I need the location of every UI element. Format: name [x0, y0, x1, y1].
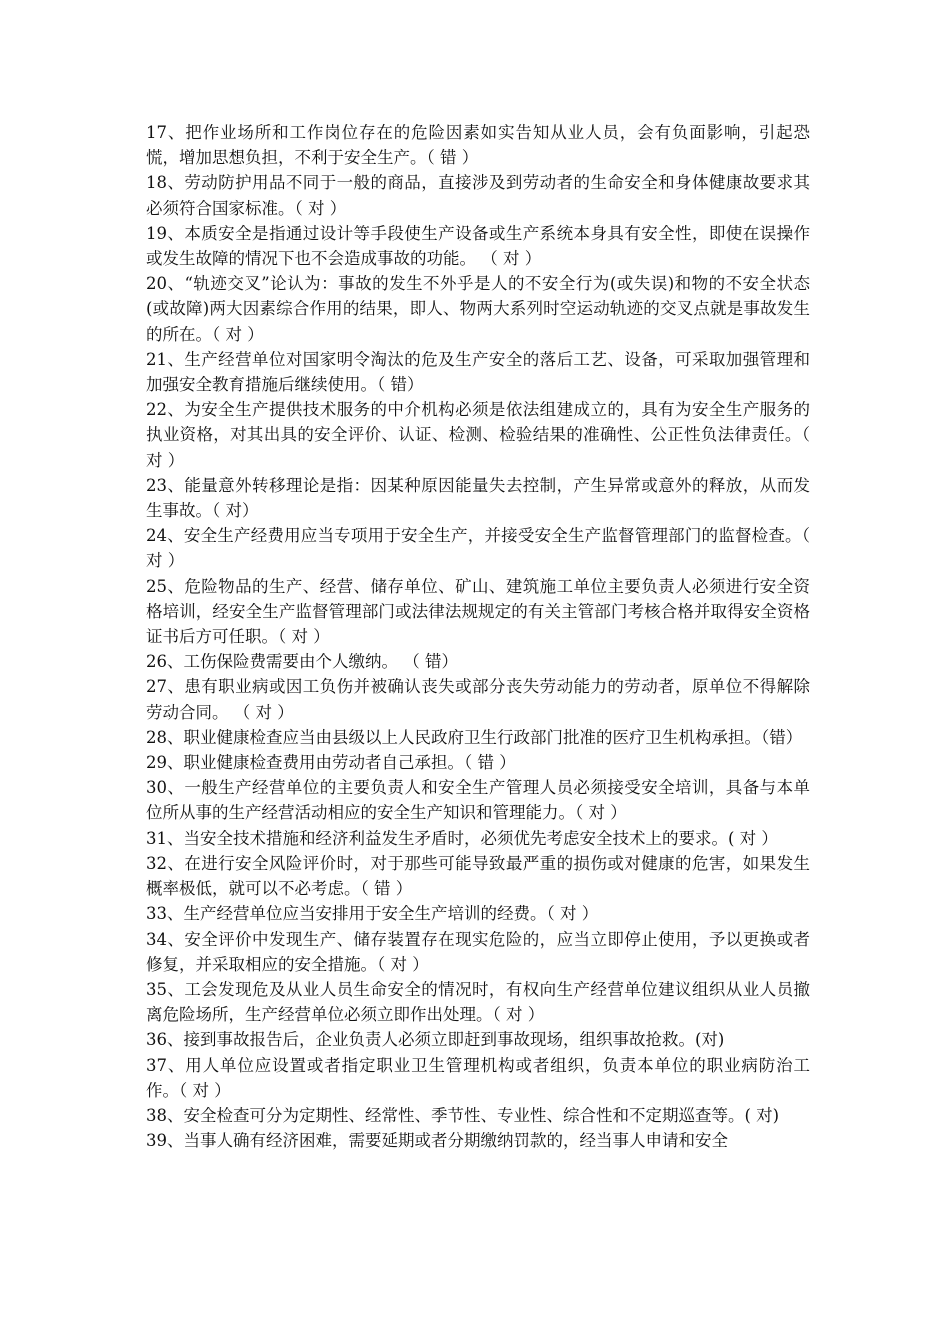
question-38: 38、安全检查可分为定期性、经常性、季节性、专业性、综合性和不定期巡查等。( 对) [146, 1105, 780, 1125]
question-22: 22、为安全生产提供技术服务的中介机构必须是依法组建成立的，具有为安全生产服务的执业资格，对其出具的安全评价、认证、检测、检验结果的准确性、公正性负法律责任。（ 对 ） [146, 400, 816, 470]
question-25: 25、危险物品的生产、经营、储存单位、矿山、建筑施工单位主要负责人必须进行安全资格培训，经安全生产监督管理部门或法律法规规定的有关主管部门考核合格并取得安全资格证书后方可任职。（ 对 ） [146, 576, 810, 647]
question-37: 37、用人单位应设置或者指定职业卫生管理机构或者组织，负责本单位的职业病防治工作。（ 对 ） [146, 1055, 810, 1100]
question-27: 27、患有职业病或因工负伤并被确认丧失或部分丧失劳动能力的劳动者，原单位不得解除劳动合同。 （ 对 ） [146, 677, 810, 722]
question-28: 28、职业健康检查应当由县级以上人民政府卫生行政部门批准的医疗卫生机构承担。（错） [146, 727, 803, 747]
document-page [146, 120, 816, 1153]
question-29: 29、职业健康检查费用由劳动者自己承担。（ 错 ） [146, 753, 516, 773]
question-24: 24、安全生产经费用应当专项用于安全生产，并接受安全生产监督管理部门的监督检查。（ 对 ） [146, 526, 816, 571]
question-33: 33、生产经营单位应当安排用于安全生产培训的经费。（ 对 ） [146, 904, 599, 924]
question-35: 35、工会发现危及从业人员生命安全的情况时，有权向生产经营单位建议组织从业人员撤离危险场所，生产经营单位必须立即作出处理。（ 对 ） [146, 979, 810, 1025]
question-36: 36、接到事故报告后，企业负责人必须立即赶到事故现场，组织事故抢救。(对) [146, 1030, 725, 1050]
question-26: 26、工伤保险费需要由个人缴纳。 （ 错） [146, 652, 458, 672]
question-18: 18、劳动防护用品不同于一般的商品，直接涉及到劳动者的生命安全和身体健康故要求其必须符合国家标准。（ 对 ） [146, 173, 810, 218]
question-32: 32、在进行安全风险评价时，对于那些可能导致最严重的损伤或对健康的危害，如果发生概率极低，就可以不必考虑。（ 错 ） [146, 853, 810, 899]
question-34: 34、安全评价中发现生产、储存装置存在现实危险的，应当立即停止使用，予以更换或者修复，并采取相应的安全措施。（ 对 ） [146, 929, 810, 974]
question-19: 19、本质安全是指通过设计等手段使生产设备或生产系统本身具有安全性，即使在误操作或发生故障的情况下也不会造成事故的功能。 （ 对 ） [146, 223, 810, 269]
question-23: 23、能量意外转移理论是指：因某种原因能量失去控制，产生异常或意外的释放，从而发生事故。（ 对） [146, 475, 810, 521]
question-21: 21、生产经营单位对国家明令淘汰的危及生产安全的落后工艺、设备，可采取加强管理和加强安全教育措施后继续使用。（ 错） [146, 349, 810, 395]
question-31: 31、当安全技术措施和经济利益发生矛盾时，必须优先考虑安全技术上的要求。( 对 ） [146, 828, 778, 848]
question-39: 39、当事人确有经济困难，需要延期或者分期缴纳罚款的，经当事人申请和安全 [146, 1131, 728, 1151]
question-17: 17、把作业场所和工作岗位存在的危险因素如实告知从业人员，会有负面影响，引起恐慌，增加思想负担，不利于安全生产。（ 错 ） [146, 123, 810, 168]
question-20: 20、“轨迹交叉”论认为：事故的发生不外乎是人的不安全行为(或失误)和物的不安全状态(或故障)两大因素综合作用的结果，即人、物两大系列时空运动轨迹的交叉点就是事故发生的所在。（ 对 ） [146, 274, 810, 344]
question-30: 30、一般生产经营单位的主要负责人和安全生产管理人员必须接受安全培训，具备与本单位所从事的生产经营活动相应的安全生产知识和管理能力。（ 对 ） [146, 778, 810, 823]
